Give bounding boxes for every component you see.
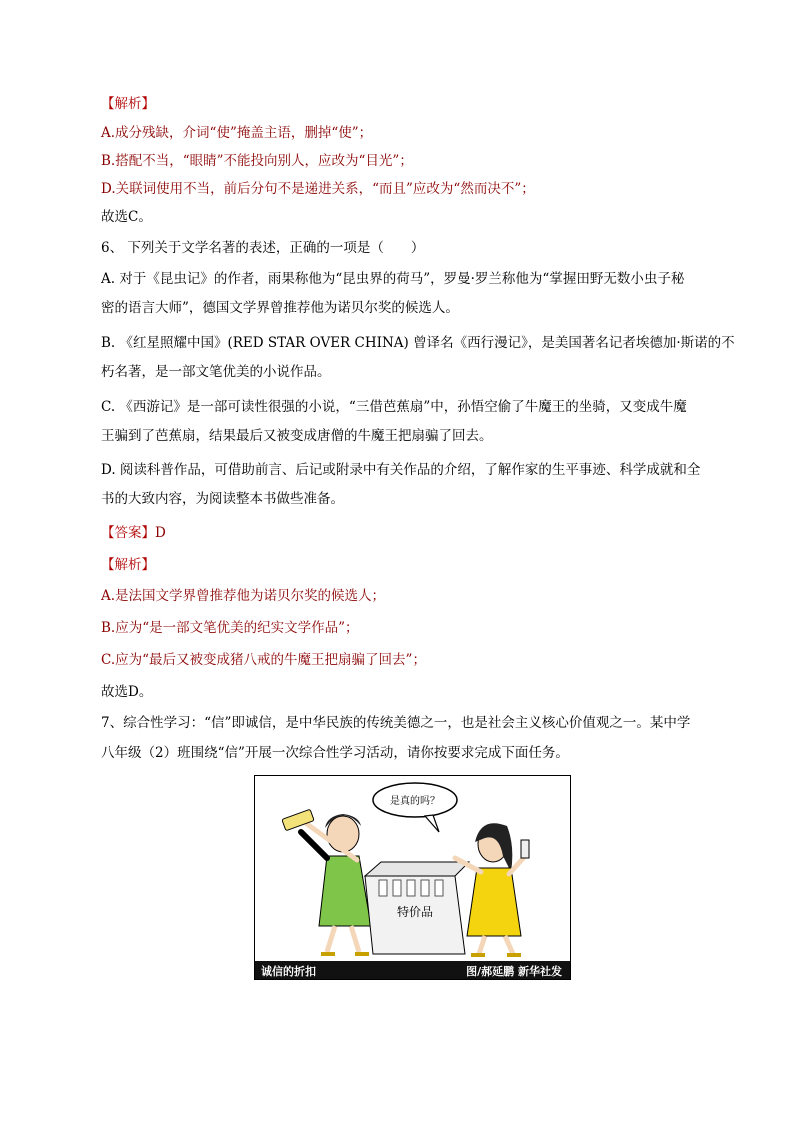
speech-bubble-text: 是真的吗？ <box>390 796 440 807</box>
cartoon-credit: 图/郝延鹏 新华社发 <box>466 965 562 978</box>
analysis-tag: 【解析】 <box>101 96 155 112</box>
question-6-option-c-line1: C. 《西游记》是一部可读性很强的小说，“三借芭蕉扇”中，孙悟空偷了牛魔王的坐骑，又变成牛魔 <box>101 399 687 415</box>
answer-value: D <box>155 525 166 541</box>
question-7-stem-line1: 7、综合性学习：“信”即诚信，是中华民族的传统美德之一，也是社会主义核心价值观之一。某中学 <box>101 715 691 731</box>
cartoon-drawing <box>255 776 570 961</box>
question-6-option-d-line2: 书的大致内容，为阅读整本书做些准备。 <box>101 491 344 507</box>
question-6-analysis-c: C.应为“最后又被变成猪八戒的牛魔王把扇骗了回去”； <box>101 652 426 668</box>
question-6-analysis-tag: 【解析】 <box>101 557 155 573</box>
analysis-conclusion: 故选C。 <box>101 209 152 225</box>
analysis-item-a: A.成分残缺，介词“使”掩盖主语，删掉“使”； <box>101 125 373 141</box>
question-6-option-a-line2: 密的语言大师”，德国文学界曾推荐他为诺贝尔奖的候选人。 <box>101 300 459 316</box>
analysis-item-d: D.关联词使用不当，前后分句不是递进关系，“而且”应改为“然而决不”； <box>101 181 535 197</box>
cartoon-caption-bar <box>255 961 570 979</box>
cartoon-image <box>254 775 571 980</box>
question-6-conclusion: 故选D。 <box>101 684 153 700</box>
question-6-analysis-a: A.是法国文学界曾推荐他为诺贝尔奖的候选人； <box>101 588 386 604</box>
question-6-option-b-line2: 朽名著，是一部文笔优美的小说作品。 <box>101 364 331 380</box>
question-6-analysis-b: B.应为“是一部文笔优美的纪实文学作品”； <box>101 620 359 636</box>
question-6-option-b-line1: B. 《红星照耀中国》(RED STAR OVER CHINA) 曾译名《西行漫记》，是美国著名记者埃德加·斯诺的不 <box>101 335 735 351</box>
question-6-answer <box>101 523 731 543</box>
answer-tag: 【答案】 <box>101 525 155 541</box>
cartoon-title: 诚信的折扣 <box>261 965 316 978</box>
question-6-option-a-line1: A. 对于《昆虫记》的作者，雨果称他为“昆虫界的荷马”，罗曼·罗兰称他为“掌握田野无数小虫子秘 <box>101 271 685 287</box>
question-6-stem: 6、 下列关于文学名著的表述，正确的一项是（ ） <box>101 240 425 256</box>
question-6-option-c-line2: 王骗到了芭蕉扇，结果最后又被变成唐僧的牛魔王把扇骗了回去。 <box>101 428 493 444</box>
counter-sign-text: 特价品 <box>396 905 434 919</box>
question-7-stem-line2: 八年级（2）班围绕“信”开展一次综合性学习活动，请你按要求完成下面任务。 <box>101 745 569 761</box>
analysis-item-b: B.搭配不当，“眼睛”不能投向别人，应改为“目光”； <box>101 153 413 169</box>
question-6-option-d-line1: D. 阅读科普作品，可借助前言、后记或附录中有关作品的介绍，了解作家的生平事迹、科学成就和全 <box>101 462 701 478</box>
